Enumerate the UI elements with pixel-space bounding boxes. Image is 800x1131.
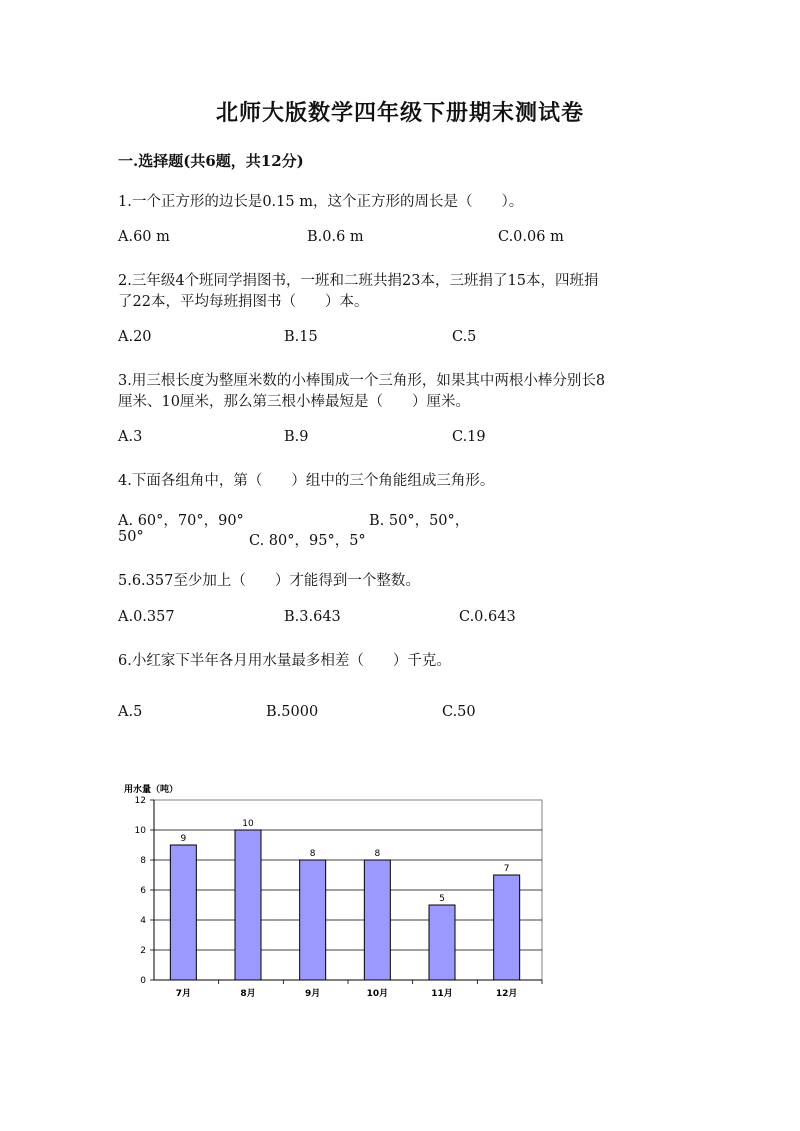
q4-option-a: A. 60°，70°，90°: [118, 513, 244, 529]
bar: [235, 830, 261, 980]
q2-option-b: B.15: [284, 329, 318, 345]
q6-option-b: B.5000: [266, 704, 319, 720]
y-tick-label: 0: [140, 976, 146, 986]
q1-option-c: C.0.06 m: [498, 229, 564, 245]
q6-option-c: C.50: [442, 704, 476, 720]
q6-option-a: A.5: [118, 704, 143, 720]
page-title: 北师大版数学四年级下册期末测试卷: [215, 100, 584, 126]
bar: [170, 845, 196, 980]
y-tick-label: 6: [140, 886, 146, 896]
y-tick-label: 2: [140, 946, 146, 956]
bar-value-label: 9: [180, 834, 187, 844]
y-tick-label: 4: [140, 916, 146, 926]
x-tick-label: 11月: [431, 989, 453, 999]
y-tick-label: 10: [134, 826, 146, 836]
y-tick-label: 8: [140, 856, 146, 866]
q1-option-b: B.0.6 m: [307, 229, 364, 245]
q4-option-b-cont: 50°: [118, 529, 144, 545]
q5-option-a: A.0.357: [118, 609, 175, 625]
question-3-line-2: 厘米、10厘米，那么第三根小棒最短是（ ）厘米。: [118, 394, 470, 410]
bar-value-label: 10: [242, 819, 254, 829]
x-tick-label: 8月: [240, 989, 256, 999]
question-1-text: 1.一个正方形的边长是0.15 m，这个正方形的周长是（ ）。: [118, 194, 524, 210]
question-5-text: 5.6.357至少加上（ ）才能得到一个整数。: [118, 573, 420, 589]
q3-option-a: A.3: [118, 429, 143, 445]
question-2-line-2: 了22本，平均每班捐图书（ ）本。: [118, 294, 369, 310]
q4-option-c: C. 80°，95°，5°: [249, 533, 366, 549]
bar: [300, 860, 326, 980]
y-tick-label: 12: [134, 796, 146, 806]
bar: [494, 875, 520, 980]
q3-option-b: B.9: [284, 429, 309, 445]
question-4-text: 4.下面各组角中，第（ ）组中的三个角能组成三角形。: [118, 473, 495, 489]
q1-option-a: A.60 m: [118, 229, 170, 245]
q5-option-c: C.0.643: [459, 609, 516, 625]
x-tick-label: 9月: [305, 989, 321, 999]
question-6-text: 6.小红家下半年各月用水量最多相差（ ）千克。: [118, 653, 451, 669]
x-tick-label: 10月: [366, 989, 389, 999]
bar: [429, 905, 455, 980]
chart-ylabel: 用水量（吨）: [124, 785, 179, 795]
bar-value-label: 8: [309, 849, 316, 859]
q3-option-c: C.19: [452, 429, 486, 445]
question-2-line-1: 2.三年级4个班同学捐图书，一班和二班共捐23本，三班捐了15本，四班捐: [118, 273, 599, 289]
bar-chart-svg: [118, 778, 558, 1018]
bar-value-label: 7: [503, 864, 510, 874]
x-tick-label: 12月: [495, 989, 518, 999]
water-usage-chart: [118, 778, 558, 1018]
section-heading: 一.选择题(共6题，共12分): [118, 152, 304, 170]
question-3-line-1: 3.用三根长度为整厘米数的小棒围成一个三角形，如果其中两根小棒分别长8: [118, 373, 606, 389]
q2-option-c: C.5: [452, 329, 477, 345]
bar-value-label: 8: [374, 849, 381, 859]
q2-option-a: A.20: [118, 329, 152, 345]
q4-option-b: B. 50°，50°，: [369, 513, 470, 529]
bar: [364, 860, 390, 980]
bar-value-label: 5: [439, 894, 445, 904]
q5-option-b: B.3.643: [284, 609, 341, 625]
x-tick-label: 7月: [175, 989, 191, 999]
